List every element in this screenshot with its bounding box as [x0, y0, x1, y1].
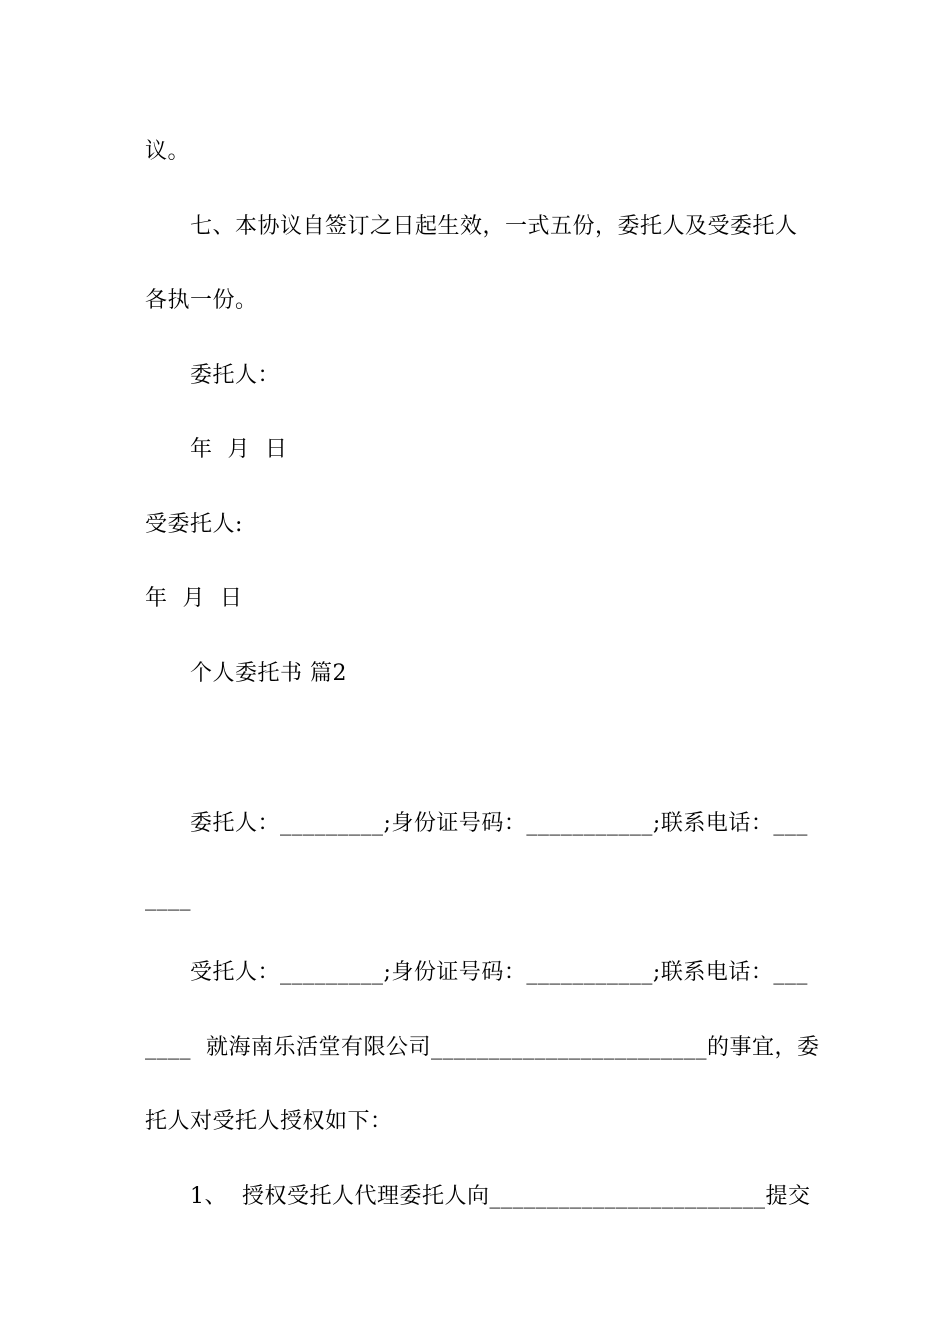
text-line-1: 议。	[145, 139, 191, 164]
text-line-2: 七、本协议自签订之日起生效，一式五份，委托人及受委托人	[190, 214, 798, 239]
text-line-7: 年 月 日	[145, 586, 243, 611]
text-line-5: 年 月 日	[190, 437, 288, 462]
text-line-14: 1、 授权受托人代理委托人向________________________提交	[190, 1184, 811, 1209]
text-line-12: ____ 就海南乐活堂有限公司________________________的事宜，委	[145, 1035, 820, 1060]
text-line-8: 个人委托书 篇2	[190, 661, 347, 686]
text-line-13: 托人对受托人授权如下：	[145, 1109, 393, 1134]
text-line-9: 委托人：_________;身份证号码：___________;联系电话：___	[190, 811, 808, 836]
text-line-3: 各执一份。	[145, 288, 258, 313]
text-line-10: ____	[145, 886, 191, 911]
text-line-6: 受委托人:	[145, 512, 243, 537]
text-line-11: 受托人：_________;身份证号码：___________;联系电话：___	[190, 960, 808, 985]
text-line-4: 委托人：	[190, 363, 281, 388]
